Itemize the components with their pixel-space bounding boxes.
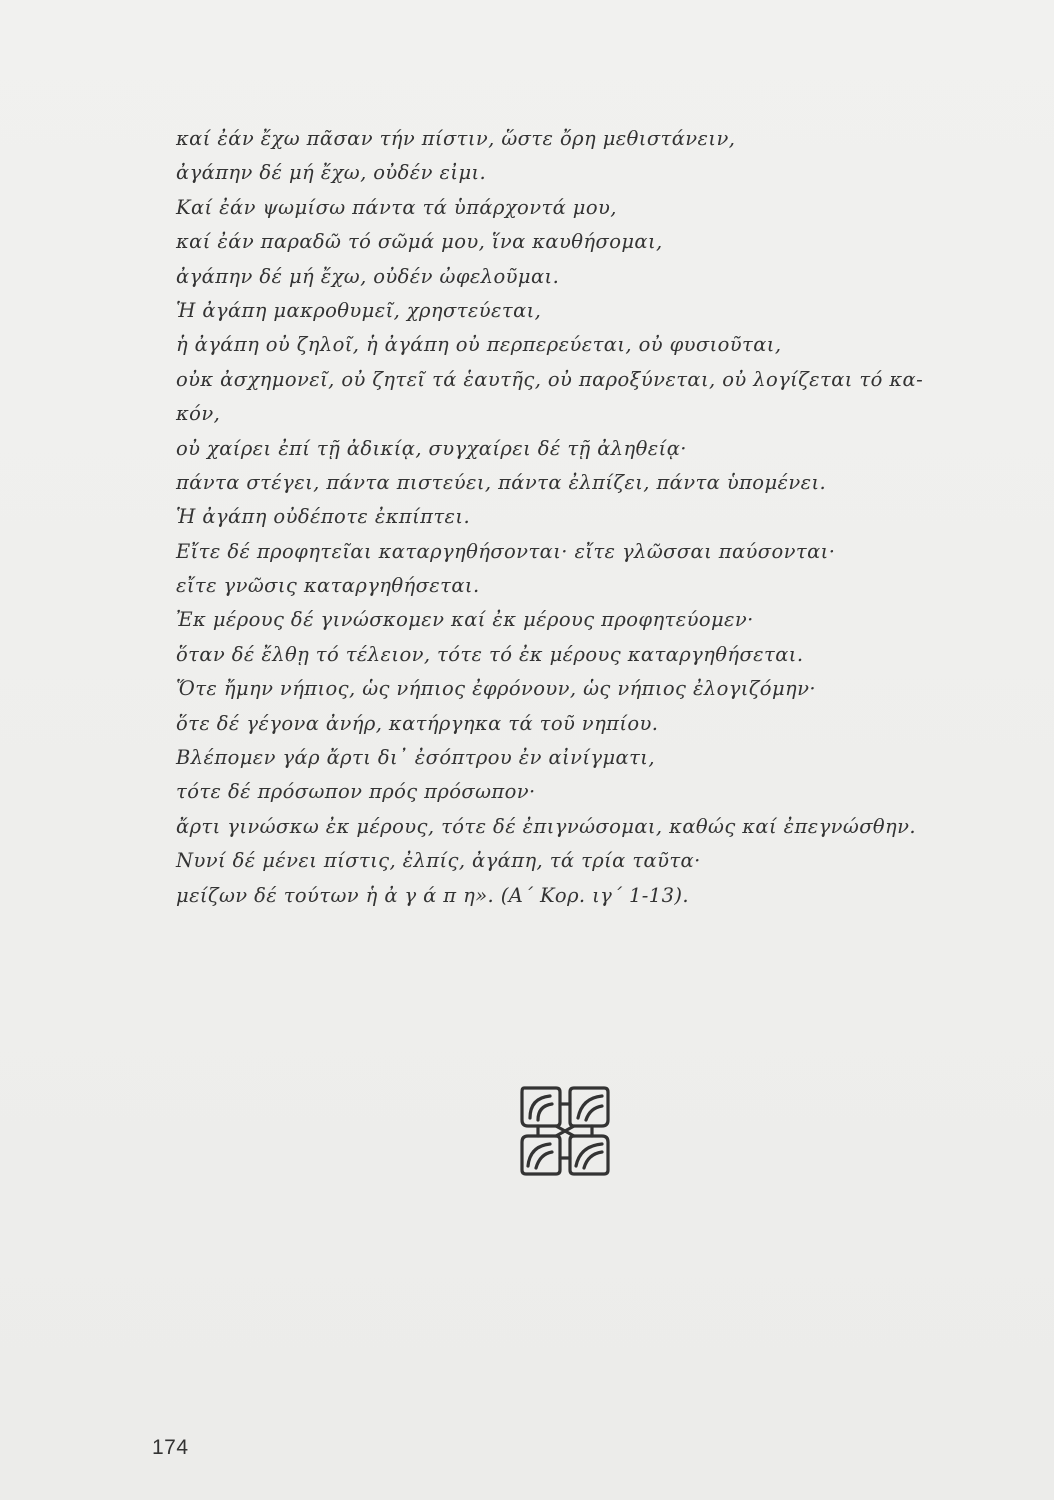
verse-line: Βλέπομεν γάρ ἄρτι δι᾿ ἐσόπτρου ἐν αἰνίγματι, xyxy=(176,746,655,770)
interlaced-knot-ornament-icon xyxy=(516,1082,614,1180)
verse-line: πάντα στέγει, πάντα πιστεύει, πάντα ἐλπίζει, πάντα ὑπομένει. xyxy=(176,470,827,494)
verse-line: Εἴτε δέ προφητεῖαι καταργηθήσονται· εἴτε γλῶσσαι παύσονται· xyxy=(176,539,836,563)
verse-line: οὐκ ἀσχημονεῖ, οὐ ζητεῖ τά ἑαυτῆς, οὐ παροξύνεται, οὐ λογίζεται τό κα- xyxy=(176,367,924,391)
verse-line: κόν, xyxy=(176,402,221,426)
verse-line: οὐ χαίρει ἐπί τῇ ἀδικίᾳ, συγχαίρει δέ τῇ ἀληθείᾳ· xyxy=(176,436,687,460)
verse-line: ἀγάπην δέ μή ἔχω, οὐδέν εἰμι. xyxy=(176,161,487,185)
verse-line: Ἡ ἀγάπη οὐδέποτε ἐκπίπτει. xyxy=(176,505,471,529)
verse-line: ἄρτι γινώσκω ἐκ μέρους, τότε δέ ἐπιγνώσομαι, καθώς καί ἐπεγνώσθην. xyxy=(176,814,916,838)
verse-line: Ἐκ μέρους δέ γινώσκομεν καί ἐκ μέρους προφητεύομεν· xyxy=(176,608,754,632)
verse-line: τότε δέ πρόσωπον πρός πρόσωπον· xyxy=(176,780,536,804)
verse-line: ὅτε δέ γέγονα ἀνήρ, κατήργηκα τά τοῦ νηπίου. xyxy=(176,711,659,735)
page-number: 174 xyxy=(152,1436,189,1459)
verse-line: καί ἐάν ἔχω πᾶσαν τήν πίστιν, ὥστε ὄρη μεθιστάνειν, xyxy=(176,127,736,150)
verse-text-block xyxy=(176,122,1006,913)
verse-line: ὅταν δέ ἔλθῃ τό τέλειον, τότε τό ἐκ μέρους καταργηθήσεται. xyxy=(176,642,804,666)
verse-line: Ὅτε ἤμην νήπιος, ὡς νήπιος ἐφρόνουν, ὡς νήπιος ἐλογιζόμην· xyxy=(176,677,816,701)
verse-line: Νυνί δέ μένει πίστις, ἐλπίς, ἀγάπη, τά τρία ταῦτα· xyxy=(176,849,701,873)
verse-line: καί ἐάν παραδῶ τό σῶμά μου, ἵνα καυθήσομαι, xyxy=(176,230,663,254)
verse-line: Ἡ ἀγάπη μακροθυμεῖ, χρηστεύεται, xyxy=(176,298,542,322)
verse-line: ἀγάπην δέ μή ἔχω, οὐδέν ὠφελοῦμαι. xyxy=(176,264,560,288)
verse-line: μείζων δέ τούτων ἡ ἀ γ ά π η». (Α΄ Κορ. ιγ΄ 1-13). xyxy=(176,883,689,907)
verse-line: ἡ ἀγάπη οὐ ζηλοῖ, ἡ ἀγάπη οὐ περπερεύεται, οὐ φυσιοῦται, xyxy=(176,333,782,357)
verse-line: Καί ἐάν ψωμίσω πάντα τά ὑπάρχοντά μου, xyxy=(176,195,617,219)
verse-line: εἴτε γνῶσις καταργηθήσεται. xyxy=(176,574,480,598)
